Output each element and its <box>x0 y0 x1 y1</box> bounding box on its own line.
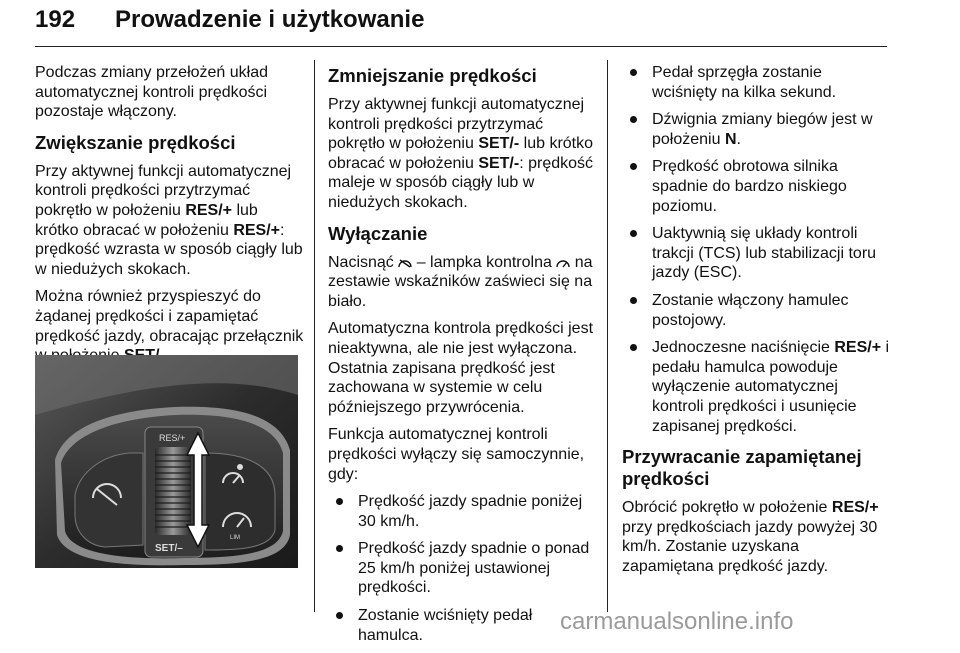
list-item: Jednoczesne naciśnięcie RES/+ i pedału hamulca powoduje wyłączenie automatycznej kontroli prędkości i usunięcie zapisanej prędkości. <box>622 338 890 436</box>
watermark: carmanualsonline.info <box>560 608 794 635</box>
cruise-control-switch-photo <box>35 355 298 568</box>
reduce-paragraph: Przy aktywnej funkcji automatycznej kontroli prędkości przytrzymać pokrętło w położeniu SET/- lub krótko obracać w położeniu SET/-: prędkość maleje w sposób ciągły lub w niedużych skokach. <box>328 96 594 211</box>
page-header <box>35 6 887 40</box>
column-divider-1 <box>314 60 315 612</box>
photo-label-set: SET/– <box>155 543 183 554</box>
photo-label-lim: LIM <box>230 535 241 541</box>
heading-increase: Zwiększanie prędkości <box>35 131 236 153</box>
column-divider-2 <box>607 60 608 612</box>
list-item: Zostanie włączony hamulec postojowy. <box>622 291 890 330</box>
page-title: Prowadzenie i użytkowanie <box>115 6 425 33</box>
heading-reduce: Zmniejszanie prędkości <box>328 65 537 86</box>
list-item: Zostanie wciśnięty pedał hamulca. <box>328 606 596 645</box>
cancel-button-icon <box>398 257 412 269</box>
restore-paragraph: Obrócić pokrętło w położenie RES/+ przy prędkościach jazdy powyżej 30 km/h. Zostanie uzyskana zapamiętana prędkość jazdy. <box>622 499 879 575</box>
header-rule <box>35 46 887 47</box>
intro-paragraph: Podczas zmiany przełożeń układ automatycznej kontroli prędkości pozostaje włączony. <box>35 64 269 121</box>
column-1 <box>35 63 305 374</box>
list-item: Prędkość obrotowa silnika spadnie do bardzo niskiego poziomu. <box>622 157 890 216</box>
cruise-control-lamp-icon <box>556 257 570 269</box>
list-item: Dźwignia zmiany biegów jest w położeniu N. <box>622 110 890 149</box>
list-item: Pedał sprzęgła zostanie wciśnięty na kilka sekund. <box>622 63 890 102</box>
column-3 <box>622 63 890 584</box>
auto-off-list-continued <box>622 63 890 436</box>
inactive-paragraph: Automatyczna kontrola prędkości jest nieaktywna, ale nie jest wyłączona. Ostatnia zapisana prędkość jest zachowana w systemie w celu późniejszego przywrócenia. <box>328 320 594 416</box>
heading-restore: Przywracanie zapamiętanej prędkości <box>622 446 862 490</box>
heading-off: Wyłączanie <box>328 222 428 244</box>
auto-off-paragraph: Funkcja automatycznej kontroli prędkości wyłączy się samoczynnie, gdy: <box>328 426 585 483</box>
list-item: Prędkość jazdy spadnie o ponad 25 km/h poniżej ustawionej prędkości. <box>328 539 596 598</box>
list-item: Uaktywnią się układy kontroli trakcji (TCS) lub stabilizacji toru jazdy (ESC). <box>622 224 890 283</box>
photo-label-res: RES/+ <box>159 433 186 443</box>
increase-paragraph: Przy aktywnej funkcji automatycznej kontroli prędkości przytrzymać pokrętło w położeniu RES/+ lub krótko obracać w położeniu RES/+: prędkość wzrasta w sposób ciągły lub w niedużych skokach. <box>35 162 303 278</box>
auto-off-list <box>328 492 596 645</box>
column-2 <box>328 63 596 653</box>
page-number: 192 <box>35 6 76 33</box>
accelerate-paragraph: Można również przyspieszyć do żądanej prędkości i zapamiętać prędkość jazdy, obracając przełącznik <box>35 288 304 345</box>
off-paragraph: Nacisnąć – lampka kontrolna na zestawie wskaźników zaświeci się na biało. <box>328 253 593 310</box>
list-item: Prędkość jazdy spadnie poniżej 30 km/h. <box>328 492 596 531</box>
